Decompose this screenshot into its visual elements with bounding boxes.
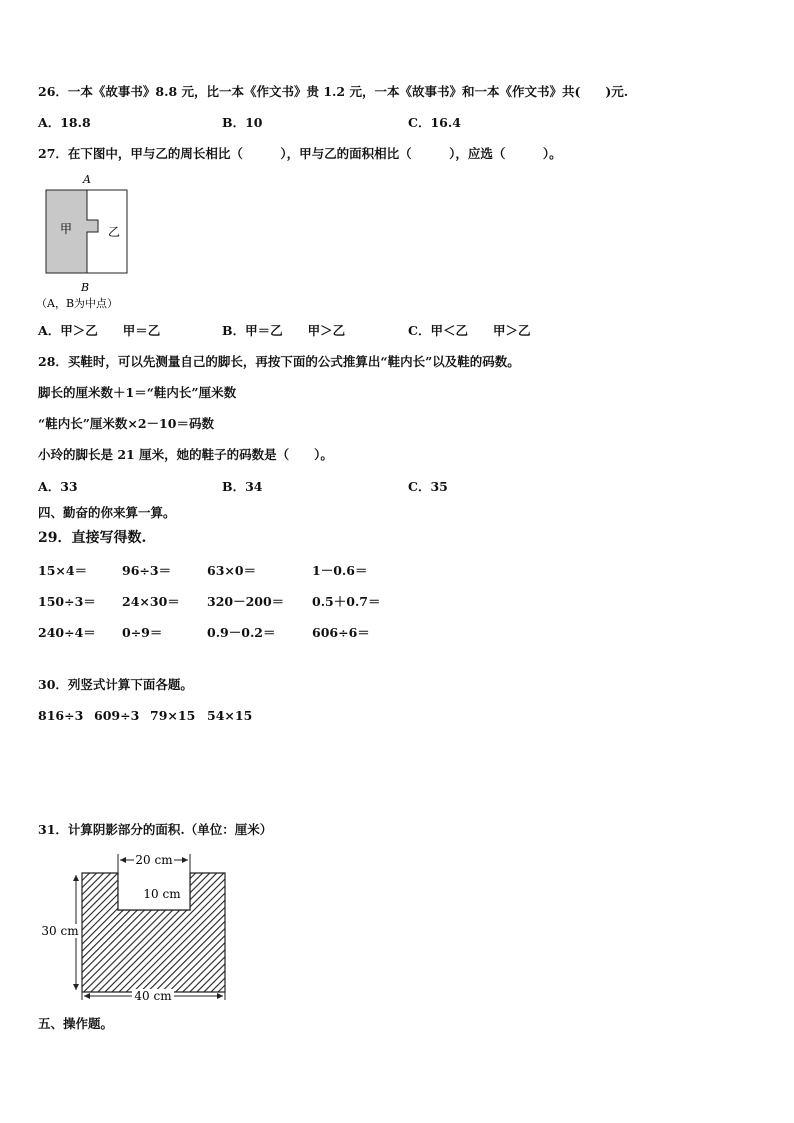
q26-option-b[interactable]: B．10 (222, 115, 263, 130)
q26-stem: 26．一本《故事书》8.8 元，比一本《作文书》贵 1.2 元，一本《故事书》和一本《作文书》共( )元. (38, 84, 629, 99)
q31-figure (38, 846, 238, 1008)
label-a: A (83, 173, 91, 186)
label-jia: 甲 (60, 222, 73, 236)
label-yi: 乙 (108, 225, 121, 239)
label-b: B (81, 281, 90, 294)
q28-question: 小玲的脚长是 21 厘米，她的鞋子的码数是（ ）。 (38, 447, 333, 462)
q26-option-a[interactable]: A．18.8 (38, 115, 91, 130)
top-width-label: 20 cm (135, 853, 173, 867)
q27-stem: 27．在下图中，甲与乙的周长相比（ ），甲与乙的面积相比（ ），应选（ ）。 (38, 146, 562, 161)
q28-option-b[interactable]: B．34 (222, 479, 263, 494)
notch-height-label: 10 cm (143, 887, 181, 901)
vertical-calc-item: 816÷3 (38, 708, 84, 723)
calc-item: 0.9－0.2＝ (207, 625, 276, 640)
width-label: 40 cm (134, 989, 172, 1003)
q28-option-a[interactable]: A．33 (38, 479, 78, 494)
q28-formula-2: “鞋内长”厘米数×2－10＝码数 (38, 416, 214, 431)
calc-item: 150÷3＝ (38, 594, 96, 609)
q29-title: 29．直接写得数. (38, 530, 147, 546)
q27-figure (36, 170, 146, 312)
q26-option-c[interactable]: C．16.4 (408, 115, 461, 130)
calc-item: 24×30＝ (122, 594, 180, 609)
calc-item: 15×4＝ (38, 563, 88, 578)
calc-item: 0.5＋0.7＝ (312, 594, 381, 609)
q27-option-c[interactable]: C．甲＜乙 甲＞乙 (408, 323, 531, 338)
q30-title: 30．列竖式计算下面各题。 (38, 677, 193, 692)
calc-item: 240÷4＝ (38, 625, 96, 640)
calc-item: 0÷9＝ (122, 625, 163, 640)
calc-item: 96÷3＝ (122, 563, 172, 578)
q27-option-b[interactable]: B．甲＝乙 甲＞乙 (222, 323, 346, 338)
vertical-calc-item: 54×15 (207, 708, 253, 723)
calc-item: 606÷6＝ (312, 625, 370, 640)
q31-title: 31．计算阴影部分的面积.（单位：厘米） (38, 822, 273, 837)
vertical-calc-item: 79×15 (150, 708, 196, 723)
q27-option-a[interactable]: A．甲＞乙 甲＝乙 (38, 323, 161, 338)
height-label: 30 cm (41, 924, 79, 938)
calc-item: 63×0＝ (207, 563, 257, 578)
calc-item: 320－200＝ (207, 594, 285, 609)
section-4-title: 四、勤奋的你来算一算。 (38, 505, 176, 520)
divider-line (87, 190, 98, 273)
section-5-title: 五、操作题。 (38, 1016, 114, 1031)
vertical-calc-item: 609÷3 (94, 708, 140, 723)
calc-item: 1－0.6＝ (312, 563, 368, 578)
q28-formula-1: 脚长的厘米数＋1＝“鞋内长”厘米数 (38, 385, 237, 400)
q28-option-c[interactable]: C．35 (408, 479, 448, 494)
figure-caption: （A，B为中点） (36, 297, 119, 310)
q28-stem: 28．买鞋时，可以先测量自己的脚长，再按下面的公式推算出“鞋内长”以及鞋的码数。 (38, 354, 520, 369)
